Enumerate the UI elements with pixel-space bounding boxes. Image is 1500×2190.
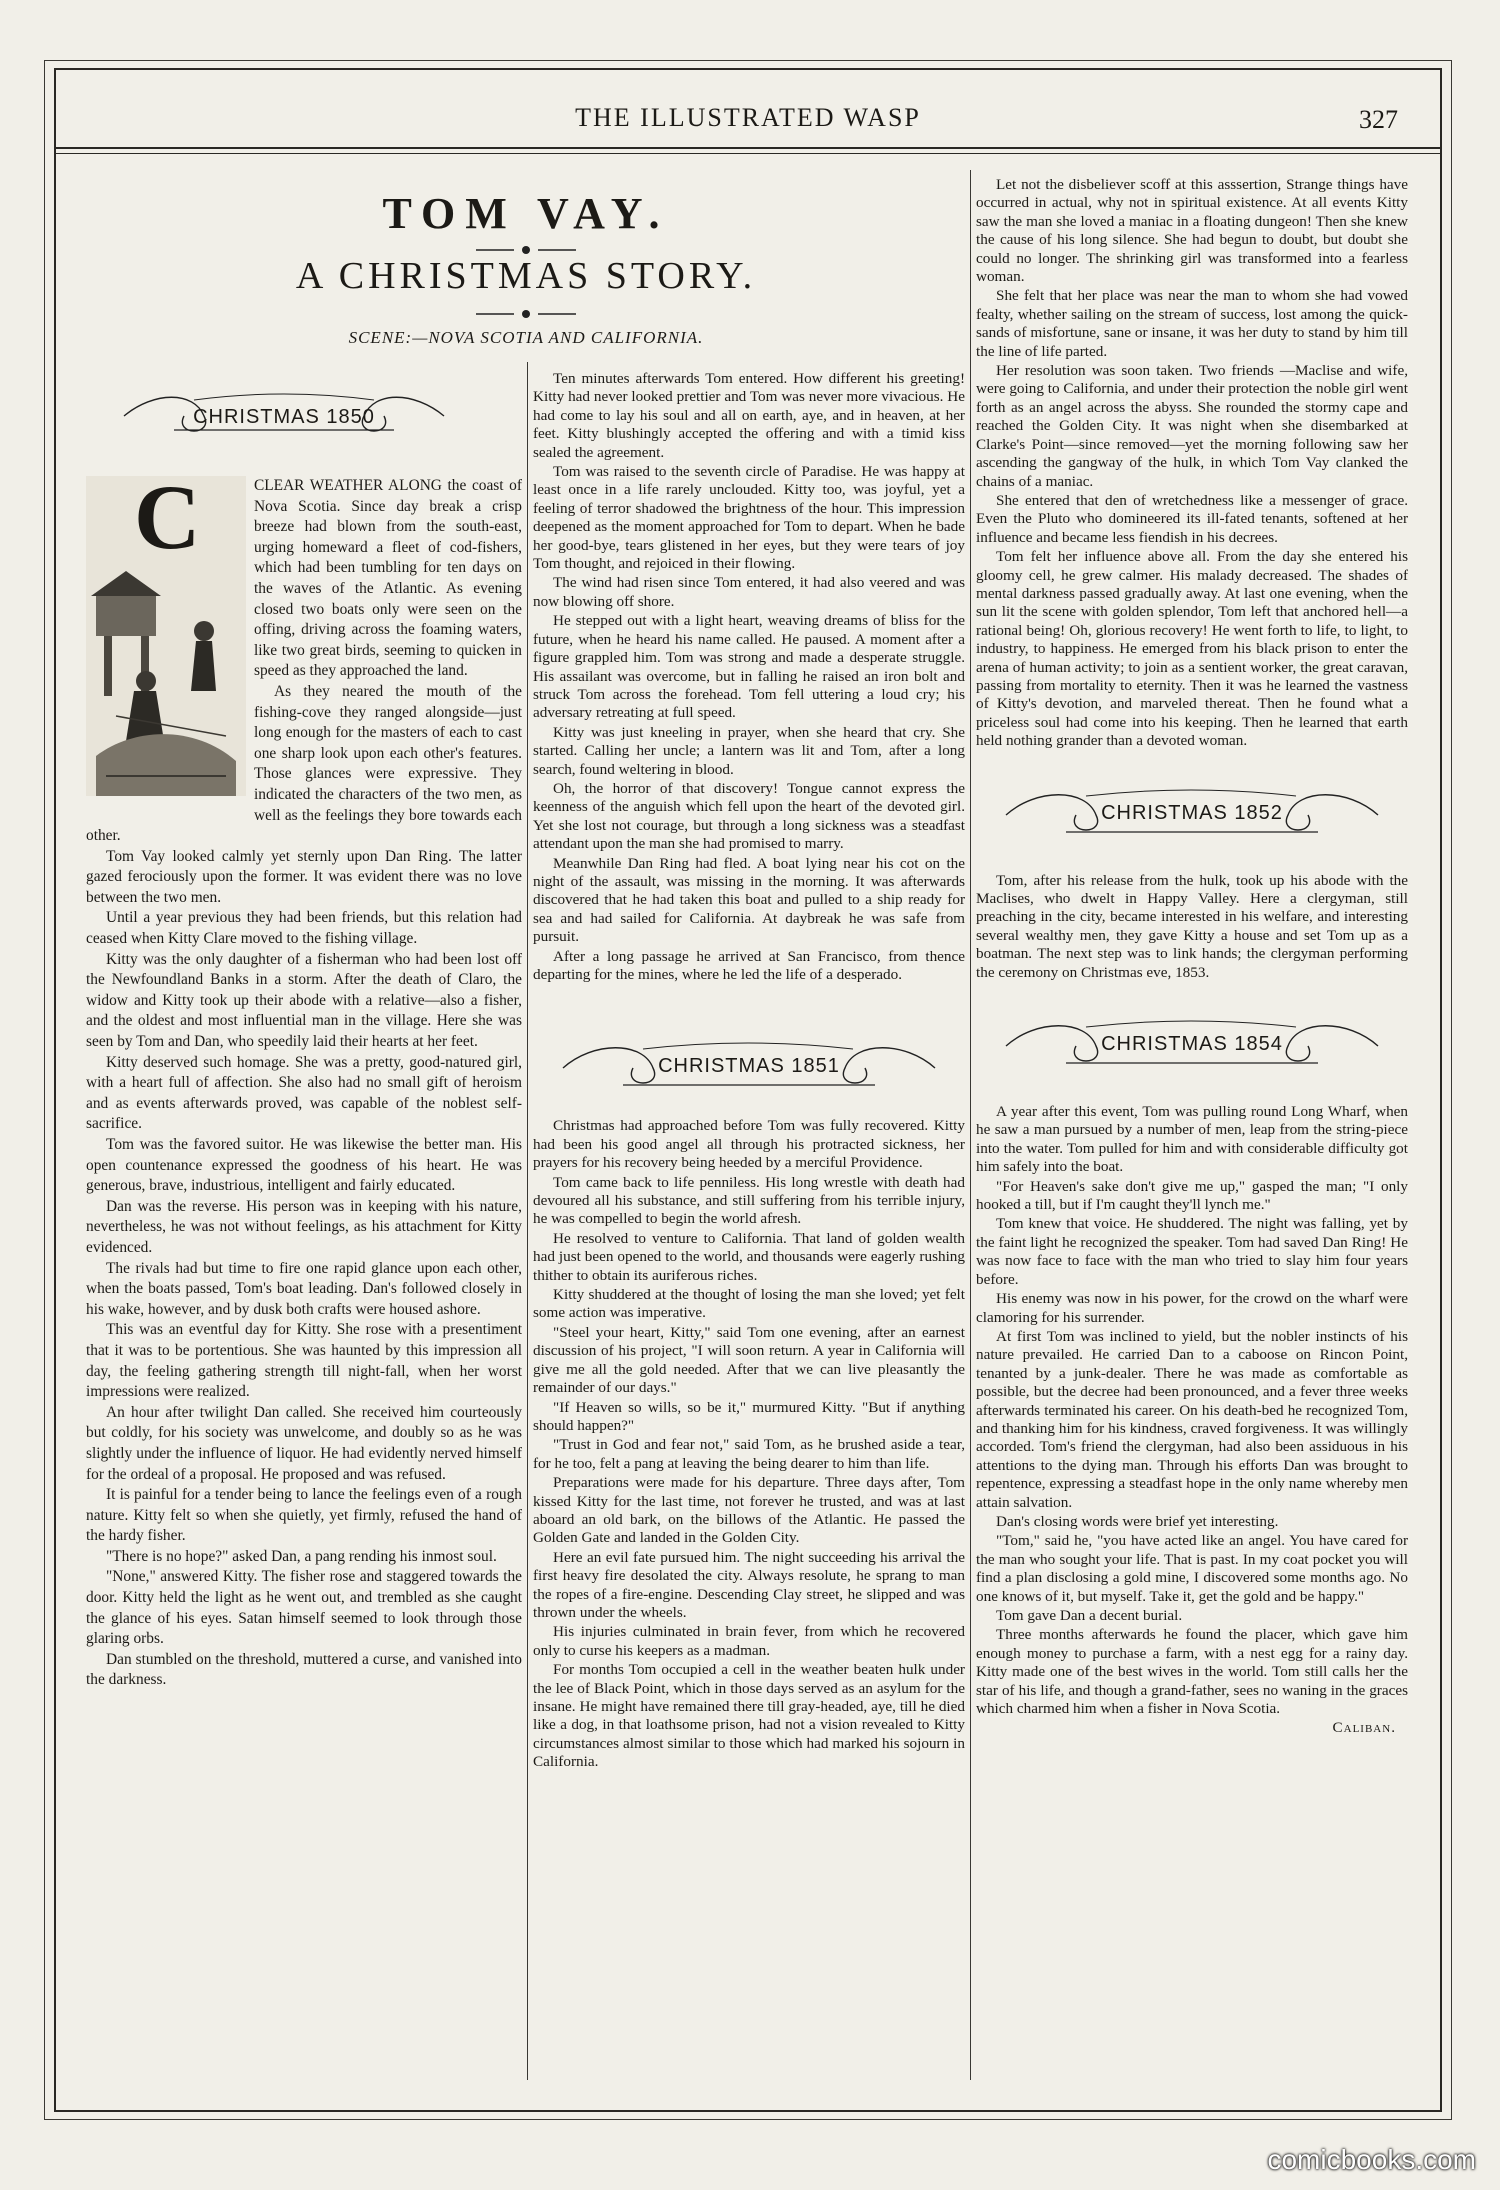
- story-paragraph: The rivals had but time to fire one rapid glance upon each other, when the boats passed, Tom's boat leading. Dan's followed closely in his wake, however, and by dusk both crafts were housed ashore.: [86, 1259, 522, 1318]
- source-watermark: comicbooks.com: [1267, 2144, 1476, 2175]
- section-heading-1854: CHRISTMAS 1854: [1101, 1033, 1283, 1056]
- story-paragraph: Here an evil fate pursued him. The night succeeding his arrival the first heavy fire desolated the city. Always resolute, he sprang to man the ropes of a fire-engine. Descending Clay street, he slipped and was thrown under the wheels.: [533, 1548, 965, 1621]
- section-heading-1851: CHRISTMAS 1851: [658, 1055, 840, 1078]
- story-paragraph: Kitty was the only daughter of a fisherman who had been lost off the Newfoundland Banks in a storm. After the death of Claro, the widow and Kitty took up their abode with a relative—also a fisher, and the oldest and most influential man in the village. Here she was seen by Tom and Dan, who speedily laid their hearts at her feet.: [86, 950, 522, 1051]
- story-paragraph: His enemy was now in his power, for the crowd on the wharf were clamoring for his surrender.: [976, 1290, 1408, 1326]
- page-number: 327: [1359, 105, 1398, 134]
- story-paragraph: "Tom," said he, "you have acted like an angel. You have cared for the man who sought your life. That is past. In my coat pocket you will find a plan disclosing a gold mine, I discovered some months ago. No one knows of it, but myself. Take it, get the gold and be happy.": [976, 1532, 1408, 1605]
- section-banner-1850: [114, 386, 454, 446]
- story-paragraph: He stepped out with a light heart, weaving dreams of bliss for the future, when he heard his name called. He paused. A moment after a figure grappled him. Tom was strong and made a desperate struggle. His assailant was overcome, but in falling he raised an iron bolt and struck Tom across the forehead. Tom fell uttering a loud cry; his adversary retreating at full speed.: [533, 612, 965, 722]
- story-paragraph: Tom, after his release from the hulk, took up his abode with the Maclises, who dwelt in Happy Valley. Here a clergyman, still preaching in the city, became interested in his welfare, and interesting several wealthy men, they gave Kitty a house and set Tom up as a boatman. The next step was to link hands; the clergyman performing the ceremony on Christmas eve, 1853.: [976, 871, 1408, 981]
- story-paragraph: Meanwhile Dan Ring had fled. A boat lying near his cot on the night of the assault, was missing in the morning. It was afterwards discovered that he had taken this boat and pulled to a ship ready for sea and had sailed for California. At daybreak he was safe from pursuit.: [533, 854, 965, 946]
- story-paragraph: "Steel your heart, Kitty," said Tom one evening, after an earnest discussion of his project, "I will soon return. A year in California will give me all the gold needed. After that we can live pleasantly the remainder of our days.": [533, 1323, 965, 1397]
- story-paragraph: Christmas had approached before Tom was fully recovered. Kitty had been his good angel all through his protracted sickness, her prayers for his recovery being heeded by a merciful Providence.: [533, 1117, 965, 1172]
- story-paragraph: Ten minutes afterwards Tom entered. How different his greeting! Kitty had never looked prettier and Tom was never more vivacious. He had come to lay his soul and all on earth, aye, and in heaven, at her feet. Kitty blushingly accepted the offering and with a timid kiss sealed the agreement.: [533, 370, 965, 461]
- story-paragraph: This was an eventful day for Kitty. She rose with a presentiment that it was to be portentious. She was haunted by this impression all day, the feeling gathering strength till night-fall, when her worst impressions were realized.: [86, 1321, 522, 1401]
- story-paragraph: She entered that den of wretchedness like a messenger of grace. Even the Pluto who domineered its ill-fated tenants, softened at her influence and became less fiendish in his decrees.: [976, 491, 1408, 546]
- story-paragraph: Kitty deserved such homage. She was a pretty, good-natured girl, with a heart full of affection. She also had no small gift of heroism and as events afterwards proved, was capable of the noblest self-sacrifice.: [86, 1053, 522, 1133]
- story-paragraph: Let not the disbeliever scoff at this asssertion, Strange things have occurred in actual, why not in spiritual existence. At all events Kitty saw the man she loved a maniac in a floating dungeon! Then she knew the cause of his long silence. She had begun to doubt, but doubt she could no longer. The shrinking girl was transformed into a fearless woman.: [976, 176, 1408, 286]
- section-heading-1852: CHRISTMAS 1852: [1101, 801, 1283, 824]
- story-paragraph: Her resolution was soon taken. Two friends —Maclise and wife, were going to California, and under their protection the noble girl went forth as an angel across the abyss. She rounded the stormy cape and reached the Golden City. It was night when she disembarked at Clarke's Point—since removed—yet the morning following saw her ascending the gangway of the hulk, in which Tom Vay clanked the chains of a maniac.: [976, 362, 1408, 490]
- column-rule-2: [970, 170, 971, 2080]
- header-rule-thin: [54, 153, 1442, 154]
- story-paragraph: An hour after twilight Dan called. She received him courteously but coldly, for his society was unwelcome, and doubly so as he was slightly under the influence of liquor. He had evidently nerved himself for the ordeal of a proposal. He proposed and was refused.: [86, 1403, 522, 1483]
- author-signature: Caliban.: [1332, 1719, 1396, 1737]
- story-paragraph: Preparations were made for his departure. Three days after, Tom kissed Kitty for the last time, not forever he trusted, and was at last aboard an old bark, on the billows of the Atlantic. He passed the Golden Gate and landed in the Golden City.: [533, 1474, 965, 1547]
- section-banner-1851: [533, 1033, 965, 1103]
- story-paragraph: The wind had risen since Tom entered, it had also veered and was now blowing off shore.: [533, 574, 965, 610]
- svg-text:C: C: [134, 476, 201, 568]
- story-paragraph: "None," answered Kitty. The fisher rose and staggered towards the door. Kitty held the light as he went out, and trembled as she caught the glance of his eyes. Satan himself seemed to look through those glaring orbs.: [86, 1568, 522, 1648]
- story-paragraph: His injuries culminated in brain fever, from which he recovered only to curse his keepers as a madman.: [533, 1623, 965, 1659]
- story-paragraph: Tom felt her influence above all. From the day she entered his gloomy cell, he grew calmer. His malady decreased. The shades of mental darkness passed gradually away. At last one evening, when the sun lit the scene with golden splendor, Tom left that anchored hell—a rational being! Oh, glorious recovery! He went forth to life, to light, to industry, to happiness. He emerged from his black prison to enter the arena of human activity; to join as a sentient worker, the great caravan, passing from mortality to eternity. Then it was he learned the vastness of Kitty's devotion, and marveled thereat. Then he found what a priceless soul had come into his keeping. Then he learned that earth held nothing grander than a devoted woman.: [976, 548, 1408, 750]
- story-paragraph: Tom was the favored suitor. He was likewise the better man. His open countenance expressed the goodness of his heart. He was generous, brave, industrious, intelligent and fairly educated.: [86, 1136, 522, 1195]
- story-paragraph: Until a year previous they had been friends, but this relation had ceased when Kitty Clare moved to the fishing village.: [86, 909, 522, 948]
- story-subtitle: A CHRISTMAS STORY.: [295, 255, 757, 297]
- fisherman-scene-illustration: [86, 476, 246, 796]
- story-paragraph: It is painful for a tender being to lance the feelings even of a rough nature. Kitty felt so when she quietly, yet firmly, refused the hand of the hardy fisher.: [86, 1486, 522, 1545]
- column-2: [533, 370, 965, 2080]
- story-paragraph: Tom Vay looked calmly yet sternly upon Dan Ring. The latter gazed ferociously upon the former. It was evident there was no love between the two men.: [86, 847, 522, 906]
- story-paragraph: Tom gave Dan a decent burial.: [996, 1607, 1183, 1624]
- story-title: TOM VAY.: [382, 189, 670, 238]
- story-paragraph: She felt that her place was near the man to whom she had vowed fealty, whether sailing on the stream of success, lost among the quick-sands of misfortune, sane or insane, it was her duty to stand by him till the line of life parted.: [976, 287, 1408, 360]
- column-rule-1: [527, 362, 528, 2080]
- dropcap-illustration: [86, 476, 254, 806]
- story-paragraph: Kitty was just kneeling in prayer, when she heard that cry. She started. Calling her uncle; a lantern was lit and Tom, after a long search, found weltering in blood.: [533, 723, 965, 778]
- story-paragraph: Dan was the reverse. His person was in keeping with his nature, nevertheless, he was not without feelings, as his attachment for Kitty evidenced.: [86, 1197, 522, 1256]
- story-paragraph: A year after this event, Tom was pulling round Long Wharf, when he saw a man pursued by a number of men, leap from the string-piece into the water. Tom pulled for him and with considerable difficulty got him safely into the boat.: [976, 1103, 1408, 1176]
- story-paragraph: Dan stumbled on the threshold, muttered a curse, and vanished into the darkness.: [86, 1650, 522, 1689]
- column-3: [976, 176, 1408, 2080]
- section-banner-1852: [976, 780, 1408, 850]
- story-paragraph: He resolved to venture to California. That land of golden wealth had just been opened to the world, and thousands were eagerly rushing thither to obtain its auriferous riches.: [533, 1229, 965, 1284]
- story-paragraph: As they neared the mouth of the fishing-cove they ranged alongside—just long enough for the masters of each to cast one sharp look upon each other's features. Those glances were expressive. They indicated the characters of the two men, as well as the feelings they bore towards each other.: [86, 682, 522, 845]
- story-paragraph: Tom came back to life penniless. His long wrestle with death had devoured all his substance, and still suffering from his terrible injury, he was compelled to begin the world afresh.: [533, 1173, 965, 1228]
- section-heading-1850: CHRISTMAS 1850: [193, 406, 375, 428]
- story-paragraph: "For Heaven's sake don't give me up," gasped the man; "I only hooked a till, but if I'm caught they'll lynch me.": [976, 1177, 1408, 1214]
- story-paragraph: "Trust in God and fear not," said Tom, as he brushed aside a tear, for he too, felt a pang at leaving the being dearer to him than life.: [533, 1436, 965, 1472]
- story-paragraph: "If Heaven so wills, so be it," murmured Kitty. "But if anything should happen?": [533, 1398, 965, 1434]
- story-paragraph: Kitty shuddered at the thought of losing the man she loved; yet felt some action was imperative.: [533, 1286, 965, 1322]
- story-paragraph: Tom knew that voice. He shuddered. The night was falling, yet by the faint light he recognized the speaker. Tom had saved Dan Ring! He was now face to face with the man who tried to slay him four years before.: [976, 1215, 1408, 1288]
- section-banner-1854: [976, 1011, 1408, 1081]
- header-rule: [54, 147, 1442, 149]
- story-paragraph: At first Tom was inclined to yield, but the nobler instincts of his nature prevailed. He carried Dan to a caboose on Rincon Point, tenanted by a junk-dealer. There he was made as comfortable as possible, but the decree had been pronounced, and a fever three weeks afterwards terminated his career. On his death-bed he recognized Tom, and thanking him for his kindness, craved forgiveness. It was willingly accorded. Tom's friend the clergyman, had also been assiduous in his attentions to the dying man. Through his efforts Dan was brought to repentence, expressing a steadfast hope in the only name whereby men attain salvation.: [976, 1327, 1408, 1511]
- story-paragraph: Tom was raised to the seventh circle of Paradise. He was happy at least once in a life rarely unclouded. Kitty too, was joyful, yet a feeling of terror shadowed the brightness of the hour. This impression deepened as the moment approached for Tom to depart. When he bade her good-bye, tears glistened in her eyes, but they were tears of joy Tom thought, and rejoiced in their flowing.: [533, 463, 965, 573]
- story-paragraph: For months Tom occupied a cell in the weather beaten hulk under the lee of Black Point, which in those days served as an asylum for the insane. He might have remained there till gray-headed, aye, till he died like a dog, in that loathsome prison, had not a vision revealed to Kitty circumstances almost similar to those which had marked his sojourn in California.: [533, 1661, 965, 1771]
- subtitle-divider-ornament: [476, 308, 576, 320]
- running-head: THE ILLUSTRATED WASP: [575, 103, 921, 132]
- story-paragraph: "There is no hope?" asked Dan, a pang rending his inmost soul.: [106, 1547, 497, 1565]
- story-paragraph: Oh, the horror of that discovery! Tongue cannot express the keenness of the anguish which fell upon the heart of the devoted girl. Yet she lost not courage, but through a long sickness was a steadfast attendant upon the man she had promised to marry.: [533, 779, 965, 853]
- story-paragraph: Three months afterwards he found the placer, which gave him enough money to purchase a farm, with a nest egg for a rainy day. Kitty made one of the best wives in the world. Tom still calls her the star of his life, and though a grand-father, sees no waning in the graces which charmed him when a fisher in Nova Scotia.: [976, 1626, 1408, 1718]
- story-paragraph: After a long passage he arrived at San Francisco, from thence departing for the mines, where he led the life of a desperado.: [533, 947, 965, 983]
- column-1: [86, 476, 522, 2084]
- story-scene: SCENE:—NOVA SCOTIA AND CALIFORNIA.: [348, 328, 704, 347]
- story-paragraph: Dan's closing words were brief yet interesting.: [996, 1512, 1279, 1530]
- col1-lead-paragraph: CLEAR WEATHER ALONG the coast of Nova Scotia. Since day break a crisp breeze had blown from the south-east, urging homeward a fleet of cod-fishers, which had been tumbling for ten days on the waves of the Atlantic. As evening closed two boats only were seen on the offing, driving across the foaming waters, like two great birds, seeming to quicken in speed as they approached the land.: [254, 477, 522, 680]
